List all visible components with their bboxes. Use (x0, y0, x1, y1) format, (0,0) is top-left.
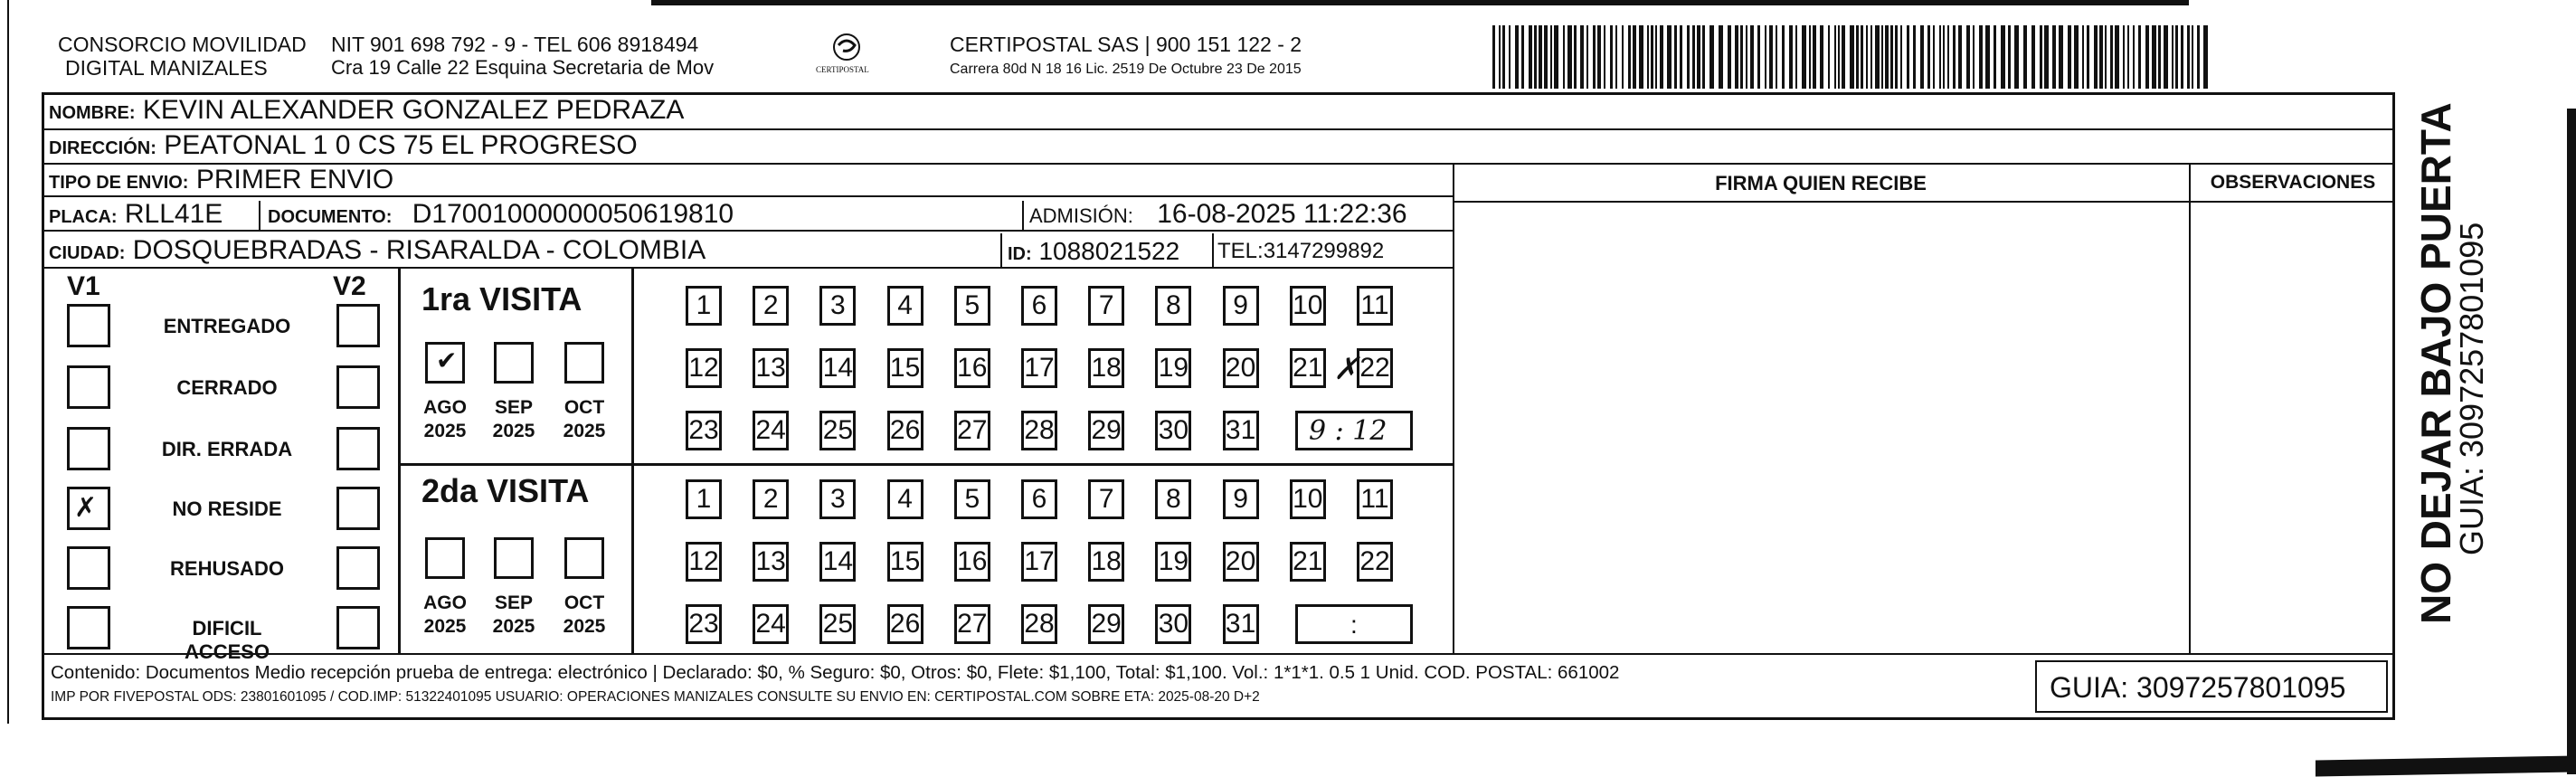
documento-label: DOCUMENTO: (268, 207, 393, 227)
barcode-bar (1757, 25, 1760, 89)
barcode-bar (2152, 25, 2156, 89)
barcode-bar (1667, 25, 1672, 89)
barcode-bar (1870, 25, 1872, 89)
barcode-bar (1750, 25, 1754, 89)
barcode-bar (1628, 25, 1631, 89)
visit1-month-checkbox[interactable] (494, 342, 534, 384)
barcode-bar (1907, 25, 1909, 89)
documento-value: D17001000000050619810 (412, 199, 734, 229)
month-year: 2025 (563, 421, 606, 441)
day-22-mark-icon: ✗ (1333, 352, 1359, 386)
barcode-bar (2158, 25, 2161, 89)
v2-header: V2 (333, 271, 366, 301)
barcode-bar (2001, 25, 2005, 89)
barcode-bar (1943, 25, 1945, 89)
barcode-bar (2059, 25, 2063, 89)
direccion-label: DIRECCIÓN: (49, 138, 156, 158)
barcode-bar (1709, 25, 1714, 89)
visit2-time: : (1350, 611, 1358, 639)
visit2-day-box[interactable]: 28 (1021, 604, 1057, 644)
id-label: ID: (1008, 244, 1032, 264)
month-name: AGO (423, 397, 467, 418)
row-line-4 (42, 230, 1453, 232)
visit2-month-label (488, 592, 540, 639)
barcode-bar (1728, 25, 1731, 89)
barcode-bar (1856, 25, 1859, 89)
barcode-bar (1913, 25, 1916, 89)
barcode-bar (1639, 25, 1643, 89)
v2-status-checkbox[interactable] (336, 427, 380, 470)
firma-divider (1453, 163, 1454, 653)
visit1-title: 1ra VISITA (421, 280, 582, 317)
barcode-bar (1979, 25, 1983, 89)
barcode-bar (1875, 25, 1880, 89)
side-guia: GUIA: 3097257801095 (2453, 222, 2490, 555)
visit1-day-box[interactable]: 18 (1088, 348, 1124, 388)
visit2-day-box[interactable]: 6 (1021, 479, 1057, 519)
barcode-bar (1499, 25, 1501, 89)
visit1-day-box[interactable]: 23 (686, 411, 722, 450)
tipo-envio-label: TIPO DE ENVIO: (49, 173, 189, 193)
visit2-day-box[interactable]: 3 (819, 479, 856, 519)
visit1-day-box[interactable]: 28 (1021, 411, 1057, 450)
visit2-month-label (419, 592, 471, 639)
visit2-day-box[interactable]: 20 (1223, 542, 1259, 582)
barcode-bar (1521, 25, 1524, 89)
visit2-day-box[interactable]: 25 (819, 604, 856, 644)
certipostal-license: Carrera 80d N 18 16 Lic. 2519 De Octubre 23 De 2015 (950, 62, 1302, 77)
month-year: 2025 (492, 616, 535, 637)
status-label: DIR. ERRADA (161, 438, 293, 460)
visit2-day-box[interactable]: 16 (954, 542, 990, 582)
barcode-bar (2123, 25, 2125, 89)
visit2-day-box[interactable]: 12 (686, 542, 722, 582)
barcode-bar (2203, 25, 2208, 89)
barcode-bar (1610, 25, 1613, 89)
barcode-bar (2082, 25, 2084, 89)
barcode-bar (1881, 25, 1883, 89)
id-divider (1212, 233, 1214, 268)
v1-status-checkbox[interactable] (67, 427, 110, 470)
barcode-bar (1828, 25, 1830, 89)
visit1-day-box[interactable]: 31 (1223, 411, 1259, 450)
visit1-day-box[interactable]: 22 (1357, 348, 1393, 388)
visit1-day-box[interactable]: 26 (887, 411, 923, 450)
barcode-bar (2099, 25, 2103, 89)
v2-status-checkbox[interactable] (336, 606, 380, 649)
visit2-day-box[interactable]: 27 (954, 604, 990, 644)
v1-status-checkbox[interactable] (67, 546, 110, 590)
barcode-bar (2164, 25, 2168, 89)
ciudad-field (49, 235, 706, 266)
barcode-bar (1802, 25, 1806, 89)
barcode-bar (1895, 25, 1898, 89)
month-name: SEP (494, 592, 534, 613)
barcode-bar (1580, 25, 1584, 89)
barcode-bar (2087, 25, 2089, 89)
visit1-month-label (488, 396, 540, 443)
v1-status-checkbox[interactable] (67, 606, 110, 649)
row-line-footer (42, 653, 2395, 655)
visit1-day-box[interactable]: 27 (954, 411, 990, 450)
barcode-bar (1939, 25, 1941, 89)
visit1-day-box[interactable]: 16 (954, 348, 990, 388)
barcode-bar (1769, 25, 1773, 89)
direccion-field (49, 130, 638, 161)
barcode-bar (1795, 25, 1797, 89)
scan-edge-right (2567, 109, 2576, 774)
firma-signature-area[interactable] (1456, 204, 2185, 649)
visit1-day-box[interactable]: 29 (1088, 411, 1124, 450)
barcode-bar (1680, 25, 1682, 89)
visit1-day-box[interactable]: 6 (1021, 286, 1057, 326)
id-value: 1088021522 (1038, 237, 1180, 265)
tel-label: TEL: (1217, 239, 1264, 263)
no-reside-mark-icon: ✗ (74, 493, 98, 523)
visit1-day-box[interactable]: 7 (1088, 286, 1124, 326)
barcode-bar (1947, 25, 1949, 89)
barcode-bar (2094, 25, 2098, 89)
observaciones-divider (2189, 163, 2191, 653)
tipo-envio-value: PRIMER ENVIO (195, 165, 394, 194)
barcode-bar (2008, 25, 2011, 89)
visit2-month-label (558, 592, 611, 639)
barcode-bar (1529, 25, 1532, 89)
barcode-bar (1509, 25, 1511, 89)
observaciones-header: OBSERVACIONES (2210, 172, 2376, 193)
visit1-day-box[interactable]: 9 (1223, 286, 1259, 326)
barcode-bar (1842, 25, 1845, 89)
barcode-bar (1502, 25, 1505, 89)
visit2-time-box[interactable] (1295, 604, 1413, 644)
row-line-2 (42, 163, 2395, 165)
barcode-bar (1834, 25, 1836, 89)
barcode-bar (1933, 25, 1935, 89)
observaciones-area[interactable] (2192, 204, 2391, 649)
direccion-value: PEATONAL 1 0 CS 75 EL PROGRESO (164, 130, 638, 160)
visit2-day-box[interactable]: 4 (887, 479, 923, 519)
barcode-bar (1809, 25, 1811, 89)
tel-field (1217, 239, 1384, 264)
barcode-bar (1985, 25, 1990, 89)
status-label: NO RESIDE (172, 497, 282, 520)
firma-header: FIRMA QUIEN RECIBE (1715, 172, 1927, 194)
barcode-bar (1534, 25, 1537, 89)
visit1-day-box[interactable]: 30 (1155, 411, 1191, 450)
month-year: 2025 (563, 616, 606, 637)
barcode-bar (1782, 25, 1785, 89)
month-name: OCT (564, 397, 605, 418)
visit2-day-box[interactable]: 29 (1088, 604, 1124, 644)
placa-divider (259, 201, 260, 232)
tipo-envio-field (49, 165, 393, 195)
barcode-bar (2031, 25, 2035, 89)
visit1-day-box[interactable]: 13 (753, 348, 789, 388)
barcode-bar (1994, 25, 1996, 89)
barcode-bar (1885, 25, 1889, 89)
barcode-bar (1615, 25, 1617, 89)
visit1-day-box[interactable]: 11 (1357, 286, 1393, 326)
visit1-day-box[interactable]: 3 (819, 286, 856, 326)
placa-value: RLL41E (124, 199, 223, 229)
barcode-bar (1735, 25, 1738, 89)
barcode-bar (2040, 25, 2042, 89)
scan-edge-bottom (2316, 755, 2576, 776)
barcode-bar (1574, 25, 1577, 89)
barcode-bar (1604, 25, 1605, 89)
barcode-bar (1515, 25, 1519, 89)
visit1-day-box[interactable]: 25 (819, 411, 856, 450)
visit1-day-box[interactable]: 15 (887, 348, 923, 388)
barcode-bar (1593, 25, 1596, 89)
row-line-3 (42, 195, 1453, 197)
barcode-bar (1622, 25, 1624, 89)
id-field (1008, 237, 1179, 266)
admision-field (1029, 199, 1407, 230)
barcode-bar (1776, 25, 1777, 89)
visit2-day-box[interactable]: 22 (1357, 542, 1393, 582)
barcode-bar (1647, 25, 1649, 89)
visit2-month-checkbox[interactable] (564, 537, 604, 579)
barcode-bar (2145, 25, 2149, 89)
visit2-day-box[interactable]: 30 (1155, 604, 1191, 644)
visit2-day-box[interactable]: 10 (1290, 479, 1326, 519)
v1-status-checkbox[interactable] (67, 365, 110, 409)
barcode-bar (1740, 25, 1743, 89)
barcode-bar (1544, 25, 1548, 89)
visit2-day-box[interactable]: 19 (1155, 542, 1191, 582)
barcode-bar (1597, 25, 1601, 89)
month-divider (631, 268, 634, 653)
barcode-bar (2052, 25, 2056, 89)
barcode-bar (1674, 25, 1677, 89)
barcode-bar (1651, 25, 1653, 89)
barcode-bar (1890, 25, 1893, 89)
row-line-5 (42, 267, 1453, 269)
company-name-line2: DIGITAL MANIZALES (65, 56, 268, 80)
certipostal-logo (810, 29, 883, 80)
status-label: CERRADO (176, 376, 278, 399)
visit1-day-box[interactable]: 4 (887, 286, 923, 326)
status-label: DIFICIL ACCESO (184, 617, 270, 663)
barcode-bar (1702, 25, 1705, 89)
visit2-day-box[interactable]: 26 (887, 604, 923, 644)
barcode-bar (1900, 25, 1902, 89)
visit2-month-checkbox[interactable] (494, 537, 534, 579)
imp-text: IMP POR FIVEPOSTAL ODS: 23801601095 / COD.IMP: 51322401095 USUARIO: OPERACIONES MANIZALES CONSULTE SU ENVIO EN: CERTIPOSTAL.COM SOBRE ETA: 2025-08-20 D+2 (51, 689, 1260, 705)
barcode-bar (1660, 25, 1663, 89)
barcode-bar (1927, 25, 1930, 89)
visit2-day-box[interactable]: 24 (753, 604, 789, 644)
barcode-bar (2187, 25, 2190, 89)
admision-value: 16-08-2025 11:22:36 (1157, 199, 1407, 229)
visit1-day-box[interactable]: 2 (753, 286, 789, 326)
visit1-day-box[interactable]: 12 (686, 348, 722, 388)
tel-value: 3147299892 (1263, 239, 1385, 263)
visit2-day-box[interactable]: 5 (954, 479, 990, 519)
barcode-bar (2133, 25, 2135, 89)
placa-label: PLACA: (49, 207, 118, 227)
barcode-bar (2192, 25, 2193, 89)
barcode-bar (1492, 25, 1495, 89)
ciudad-label: CIUDAD: (49, 243, 126, 263)
logo-caption: CERTIPOSTAL (816, 65, 869, 74)
visit1-month-checkbox[interactable] (564, 342, 604, 384)
nombre-value: KEVIN ALEXANDER GONZALEZ PEDRAZA (142, 95, 685, 125)
visit2-day-box[interactable]: 9 (1223, 479, 1259, 519)
scan-edge-top (651, 0, 2189, 5)
company-name-line1: CONSORCIO MOVILIDAD (58, 33, 307, 56)
visit2-day-box[interactable]: 18 (1088, 542, 1124, 582)
barcode-bar (2138, 25, 2141, 89)
barcode (1492, 25, 2216, 89)
guia-box-text: GUIA: 3097257801095 (2050, 671, 2346, 704)
ago-check-mark-icon: ✔ (436, 346, 458, 374)
barcode-bar (1633, 25, 1636, 89)
visit2-day-box[interactable]: 8 (1155, 479, 1191, 519)
barcode-bar (1554, 25, 1558, 89)
visit2-day-box[interactable]: 7 (1088, 479, 1124, 519)
nombre-label: NOMBRE: (49, 103, 136, 123)
barcode-bar (2127, 25, 2129, 89)
status-divider (398, 268, 401, 653)
barcode-bar (2115, 25, 2119, 89)
documento-field (268, 199, 734, 230)
visit1-day-box[interactable]: 17 (1021, 348, 1057, 388)
month-year: 2025 (423, 421, 467, 441)
barcode-bar (2172, 25, 2174, 89)
barcode-bar (2197, 25, 2200, 89)
certipostal-name: CERTIPOSTAL SAS | 900 151 122 - 2 (950, 33, 1302, 56)
nombre-field (49, 95, 684, 126)
barcode-bar (1850, 25, 1854, 89)
barcode-bar (1838, 25, 1840, 89)
barcode-bar (2023, 25, 2027, 89)
placa-field (49, 199, 223, 230)
company-address: Cra 19 Calle 22 Esquina Secretaria de Mov (331, 56, 715, 79)
visit1-month-label (419, 396, 471, 443)
no-dejar-bajo-puerta: NO DEJAR BAJO PUERTA (2412, 102, 2459, 624)
barcode-bar (2181, 25, 2183, 89)
left-edge-line (7, 0, 9, 724)
v2-status-checkbox[interactable] (336, 487, 380, 530)
visit2-title: 2da VISITA (421, 472, 590, 509)
barcode-bar (2074, 25, 2079, 89)
barcode-bar (1719, 25, 1723, 89)
status-label: ENTREGADO (163, 315, 291, 337)
v2-status-checkbox[interactable] (336, 304, 380, 347)
v2-status-checkbox[interactable] (336, 365, 380, 409)
v2-status-checkbox[interactable] (336, 546, 380, 590)
barcode-bar (1550, 25, 1552, 89)
barcode-bar (2105, 25, 2107, 89)
visit2-day-box[interactable]: 2 (753, 479, 789, 519)
month-name: SEP (494, 397, 534, 418)
admision-label: ADMISIÓN: (1029, 204, 1133, 227)
visit2-month-checkbox[interactable] (425, 537, 465, 579)
barcode-bar (1765, 25, 1766, 89)
barcode-bar (2014, 25, 2019, 89)
barcode-bar (1697, 25, 1700, 89)
month-name: AGO (423, 592, 467, 613)
visit1-time-box[interactable] (1295, 411, 1413, 450)
barcode-bar (1563, 25, 1565, 89)
visit1-day-box[interactable]: 21 (1290, 348, 1326, 388)
visit-divider (398, 463, 1453, 466)
guia-box (2035, 660, 2388, 713)
documento-divider (1022, 201, 1024, 232)
visit2-day-box[interactable]: 15 (887, 542, 923, 582)
month-year: 2025 (423, 616, 467, 637)
visit2-day-box[interactable]: 17 (1021, 542, 1057, 582)
visit2-day-box[interactable]: 1 (686, 479, 722, 519)
v1-header: V1 (67, 271, 100, 301)
month-name: OCT (564, 592, 605, 613)
ciudad-divider (1000, 233, 1002, 268)
visit2-day-box[interactable]: 11 (1357, 479, 1393, 519)
barcode-bar (2044, 25, 2049, 89)
barcode-bar (1953, 25, 1956, 89)
barcode-bar (1958, 25, 1962, 89)
visit1-day-box[interactable]: 19 (1155, 348, 1191, 388)
barcode-bar (1789, 25, 1793, 89)
visit1-day-box[interactable]: 24 (753, 411, 789, 450)
visit1-day-box[interactable]: 14 (819, 348, 856, 388)
barcode-bar (2175, 25, 2178, 89)
barcode-bar (1655, 25, 1657, 89)
visit1-day-box[interactable]: 8 (1155, 286, 1191, 326)
row-line-firma (1453, 201, 2395, 203)
ciudad-value: DOSQUEBRADAS - RISARALDA - COLOMBIA (132, 235, 706, 265)
visit2-day-box[interactable]: 23 (686, 604, 722, 644)
visit1-day-box[interactable]: 5 (954, 286, 990, 326)
visit1-day-box[interactable]: 20 (1223, 348, 1259, 388)
visit1-time: 9 : 12 (1309, 415, 1387, 447)
visit2-day-box[interactable]: 31 (1223, 604, 1259, 644)
visit2-day-box[interactable]: 14 (819, 542, 856, 582)
barcode-bar (1813, 25, 1816, 89)
barcode-bar (1861, 25, 1863, 89)
month-year: 2025 (492, 421, 535, 441)
barcode-bar (2110, 25, 2113, 89)
visit2-day-box[interactable]: 13 (753, 542, 789, 582)
barcode-bar (1692, 25, 1695, 89)
barcode-bar (1746, 25, 1747, 89)
barcode-bar (1866, 25, 1868, 89)
status-label: REHUSADO (170, 557, 284, 580)
barcode-bar (1687, 25, 1690, 89)
company-nit: NIT 901 698 792 - 9 - TEL 606 8918494 (331, 33, 699, 56)
barcode-bar (1973, 25, 1975, 89)
visit1-day-box[interactable]: 1 (686, 286, 722, 326)
contenido-text: Contenido: Documentos Medio recepción prueba de entrega: electrónico | Declarado: $0, % Seguro: $0, Otros: $0, Flete: $1,100, Total: $1,100. Vol.: 1*1*1. 0.5 1 Unid. COD. POSTAL: 661002 (51, 662, 1620, 683)
visit2-day-box[interactable]: 21 (1290, 542, 1326, 582)
barcode-bar (1966, 25, 1970, 89)
barcode-bar (1586, 25, 1588, 89)
barcode-bar (1539, 25, 1542, 89)
barcode-bar (1820, 25, 1823, 89)
v1-status-checkbox[interactable] (67, 304, 110, 347)
barcode-bar (2068, 25, 2071, 89)
barcode-bar (1920, 25, 1924, 89)
visit1-month-label (558, 396, 611, 443)
barcode-bar (1567, 25, 1572, 89)
visit1-day-box[interactable]: 10 (1290, 286, 1326, 326)
certipostal-logo-icon (810, 29, 883, 67)
